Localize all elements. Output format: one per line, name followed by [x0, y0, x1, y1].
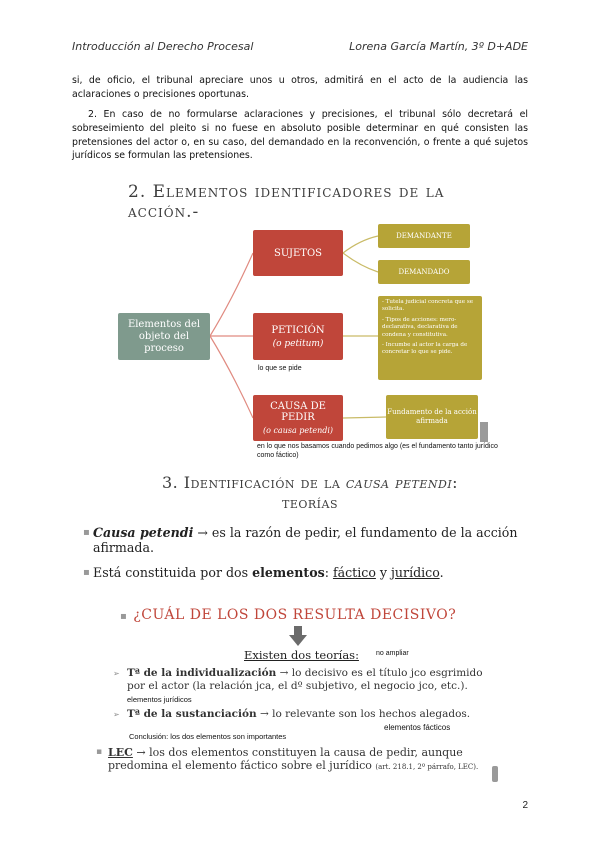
paragraph-1: si, de oficio, el tribunal apreciare unos u otros, admitirá en el acto de la audiencia las aclaraciones o precisiones oportunas.	[72, 75, 528, 100]
section-3-colon: :	[452, 473, 459, 492]
section-3-text: Identificación de la	[183, 473, 346, 492]
node-demandado: DEMANDADO	[378, 260, 470, 284]
connector-sujetos-demandado	[343, 253, 378, 272]
handwritten-note-peticion: lo que se pide	[258, 365, 302, 372]
slide-edge-marker	[480, 422, 488, 442]
bullet1-text: → es la razón de pedir, el fundamento de la acción afirmada.	[93, 525, 518, 555]
node-peticion-sub: (o petitum)	[272, 338, 324, 349]
node-peticion-details	[378, 296, 482, 380]
node-sujetos	[253, 230, 343, 276]
node-sujetos-label: SUJETOS	[273, 247, 323, 259]
section-3-number: 3.	[161, 473, 184, 492]
handwritten-note-juridicos: elementos jurídicos	[127, 695, 192, 704]
question-heading	[120, 607, 500, 623]
theory2-name: Tª de la sustanciación	[127, 708, 257, 720]
detail-item: - Incumbe al actor la carga de concretar lo que se pide.	[382, 342, 468, 356]
bullet2-juridico: jurídico	[391, 565, 440, 580]
arrow-down-icon	[289, 626, 307, 646]
connector-sujetos-demandante	[343, 236, 378, 253]
bullet-causa-petendi	[83, 525, 523, 555]
bullet-dot-icon: ▪	[96, 747, 103, 757]
arrow-bullet-icon: ➢	[113, 710, 120, 719]
arrow-bullet-icon: ➢	[113, 669, 120, 678]
bullet2-end: .	[439, 565, 444, 580]
lec-reference: (art. 218.1, 2º párrafo, LEC).	[375, 763, 479, 771]
bullet2-pre: Está constituida por dos	[93, 565, 253, 580]
question-text: ¿CUÁL DE LOS DOS RESULTA DECISIVO?	[133, 607, 457, 623]
detail-item: - Tipos de acciones: mero-declarativa, declarativa de condena y constitutiva.	[382, 316, 458, 338]
handwritten-note-no-ampliar: no ampliar	[376, 650, 409, 657]
node-causa-sub: (o causa petendi)	[262, 426, 334, 435]
lec-bullet	[96, 746, 500, 774]
handwritten-note-facticos: elementos fácticos	[384, 723, 451, 732]
node-causa	[253, 395, 343, 441]
lec-text: → los dos elementos constituyen la causa de pedir, aunque predomina el elemento fáctico sobre el jurídico	[108, 746, 463, 772]
theory1-text: → lo decisivo es el título jco esgrimido por el actor (la relación jca, el dº subjetivo, el negocio jco, etc.).	[127, 667, 483, 692]
node-peticion	[253, 313, 343, 360]
bullet-elementos	[83, 565, 523, 580]
page-header	[72, 40, 528, 54]
connector-root-causa	[210, 336, 253, 418]
header-course: Introducción al Derecho Procesal	[72, 40, 254, 53]
node-demandante: DEMANDANTE	[378, 224, 470, 248]
bullet-dot-icon: ▪	[83, 527, 90, 538]
paragraph-2: 2. En caso de no formularse aclaraciones y precisiones, el tribunal sólo decretará el sobreseimiento del pleito si no fuese en absoluto posible determinar en qué consisten las pretensiones del actor o, en su caso, del demandado en la reconvención, o frente a qué sujetos jurídicos se formulan las pretensiones.	[72, 109, 528, 162]
bullet-dot-icon: ▪	[83, 567, 90, 578]
theory1-name: Tª de la individualización	[127, 667, 277, 679]
page-number: 2	[522, 800, 528, 811]
bullet2-mid: :	[324, 565, 333, 580]
handwritten-note-causa: en lo que nos basamos cuando pedimos algo (es el fundamento tanto jurídico como fáctico)	[257, 443, 498, 459]
bullet1-term: Causa petendi	[93, 525, 194, 540]
header-author: Lorena García Martín, 3º D+ADE	[349, 40, 528, 53]
connector-root-sujetos	[210, 253, 253, 336]
section-2-title	[128, 182, 468, 222]
lec-term: LEC	[108, 746, 133, 759]
bullet2-factico: fáctico	[332, 565, 376, 580]
node-fundamento: Fundamento de la acción afirmada	[386, 395, 478, 439]
slide-edge-marker	[492, 766, 498, 782]
theory2-text: → lo relevante son los hechos alegados.	[256, 708, 471, 720]
section-3-italic: causa petendi	[345, 473, 453, 492]
section-3-title	[120, 473, 500, 513]
theory-sustanciacion	[113, 708, 493, 721]
diagram-root-node: Elementos del objeto del proceso	[118, 313, 210, 360]
section-2-text: Elementos identificadores de la acción.-	[128, 182, 445, 222]
node-peticion-label: PETICIÓN	[271, 324, 325, 336]
section-3-line2: teorías	[282, 493, 338, 512]
section-2-number: 2.	[128, 182, 153, 202]
theory-individualizacion	[113, 667, 493, 706]
teorias-heading: Existen dos teorías:	[244, 648, 359, 662]
bullet-dot-icon: ▪	[120, 611, 128, 622]
bullet2-bold: elementos	[252, 565, 325, 580]
node-causa-label: CAUSA DE PEDIR	[270, 401, 326, 423]
handwritten-note-conclusion: Conclusión: los dos elementos son importantes	[129, 732, 287, 741]
bullet2-and: y	[375, 565, 392, 580]
connector-causa-fundamento	[343, 417, 386, 418]
detail-item: - Tutela judicial concreta que se solicita.	[382, 299, 474, 313]
